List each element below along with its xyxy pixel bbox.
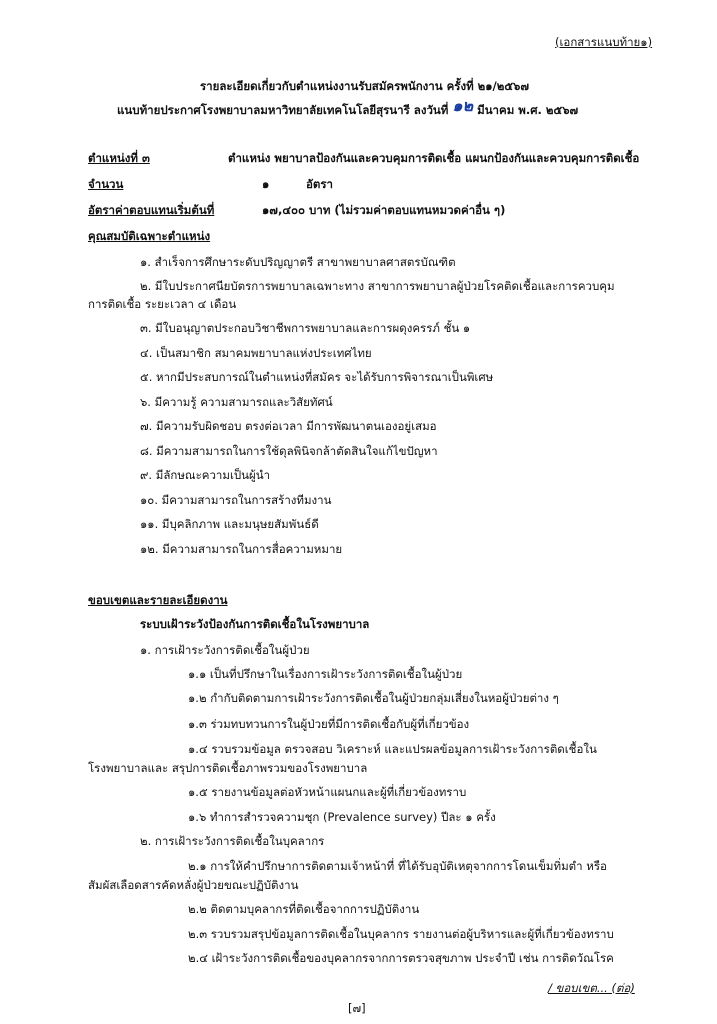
scope-line: ๒.๔ เฝ้าระวังการติดเชื้อของบุคลากรจากการตรวจสุขภาพ ประจำปี เช่น การติดวัณโรค [188,951,614,965]
qualification-item: ๙. มีลักษณะความเป็นผู้นำ [140,468,271,482]
scope-subheading: ระบบเฝ้าระวังป้องกันการติดเชื้อในโรงพยาบาล [140,617,370,631]
qualification-item: ๒. มีใบประกาศนียบัตรการพยาบาลเฉพาะทาง สาขาการพยาบาลผู้ป่วยโรคติดเชื้อและการควบคุม [140,279,615,293]
qualification-item: ๑๑. มีบุคลิกภาพ และมนุษยสัมพันธ์ดี [140,517,319,531]
qualification-item-continued: การติดเชื้อ ระยะเวลา ๔ เดือน [88,297,237,311]
qualification-item: ๗. มีความรับผิดชอบ ตรงต่อเวลา มีการพัฒนาตนเองอยู่เสมอ [140,419,437,433]
qualification-item: ๔. เป็นสมาชิก สมาคมพยาบาลแห่งประเทศไทย [140,346,372,360]
scope-line: ๒.๒ ติดตามบุคลากรที่ติดเชื้อจากการปฏิบัติงาน [188,902,420,916]
qualification-item: ๘. มีความสามารถในการใช้ดุลพินิจกล้าตัดสินใจแก้ไขปัญหา [140,444,438,458]
title-line-2-suffix: มีนาคม พ.ศ. ๒๕๖๗ [477,103,579,117]
qualification-item: ๑๐. มีความสามารถในการสร้างทีมงาน [140,493,332,507]
amount-unit: อัตรา [306,177,334,191]
page-number: [๗] [348,1001,366,1015]
scope-heading: ขอบเขตและรายละเอียดงาน [88,593,228,607]
qualification-item: ๖. มีความรู้ ความสามารถและวิสัยทัศน์ [140,395,333,409]
qualification-item: ๓. มีใบอนุญาตประกอบวิชาชีพการพยาบาลและการผดุงครรภ์ ชั้น ๑ [140,321,471,335]
qualification-item: ๑๒. มีความสามารถในการสื่อความหมาย [140,542,343,556]
title-line-1: รายละเอียดเกี่ยวกับตำแหน่งงานรับสมัครพนักงาน ครั้งที่ ๒๑/๒๕๖๗ [200,79,529,93]
position-value: ตำแหน่ง พยาบาลป้องกันและควบคุมการติดเชื้อ แผนกป้องกันและควบคุมการติดเชื้อ [228,151,640,165]
scope-line: ๒. การเฝ้าระวังการติดเชื้อในบุคลากร [140,834,325,848]
scope-line: ๑. การเฝ้าระวังการติดเชื้อในผู้ป่วย [140,643,310,657]
scope-line: ๑.๕ รายงานข้อมูลต่อหัวหน้าแผนกและผู้ที่เกี่ยวข้องทราบ [188,785,467,799]
scope-line-continued: โรงพยาบาลและ สรุปการติดเชื้อภาพรวมของโรงพยาบาล [88,761,368,775]
scope-line: ๑.๔ รวบรวมข้อมูล ตรวจสอบ วิเคราะห์ และแปรผลข้อมูลการเฝ้าระวังการติดเชื้อใน [188,742,597,756]
salary-value: ๑๗,๔๐๐ บาท (ไม่รวมค่าตอบแทนหมวดค่าอื่น ๆ) [262,203,506,217]
continued-note: / ขอบเขต... (ต่อ) [548,981,635,995]
scope-line: ๑.๖ ทำการสำรวจความชุก (Prevalence survey) ปีละ ๑ ครั้ง [188,810,496,824]
position-label: ตำแหน่งที่ ๓ [88,151,150,165]
amount-number: ๑ [262,177,270,191]
title-line-2 [117,96,579,118]
salary-label: อัตราค่าตอบแทนเริ่มต้นที่ [88,203,215,217]
handwritten-date: ๑๒ [452,96,474,115]
scope-line: ๑.๑ เป็นที่ปรึกษาในเรื่องการเฝ้าระวังการติดเชื้อในผู้ป่วย [188,667,463,681]
scope-line: ๒.๑ การให้คำปรึกษาการติดตามเจ้าหน้าที่ ที่ได้รับอุบัติเหตุจากการโดนเข็มทิ่มตำ หรือ [188,859,607,873]
attachment-label: (เอกสารแนบท้าย๑) [555,35,653,49]
scope-line: ๑.๒ กำกับติดตามการเฝ้าระวังการติดเชื้อในผู้ป่วยกลุ่มเสี่ยงในหอผู้ป่วยต่าง ๆ [188,691,559,705]
qualifications-heading: คุณสมบัติเฉพาะตำแหน่ง [88,229,211,243]
qualification-item: ๕. หากมีประสบการณ์ในตำแหน่งที่สมัคร จะได้รับการพิจารณาเป็นพิเศษ [140,370,494,384]
scope-line: ๑.๓ ร่วมทบทวนการในผู้ป่วยที่มีการติดเชื้อกับผู้ที่เกี่ยวข้อง [188,717,470,731]
scope-line: ๒.๓ รวบรวมสรุปข้อมูลการติดเชื้อในบุคลากร รายงานต่อผู้บริหารและผู้ที่เกี่ยวข้องทราบ [188,927,614,941]
scope-line-continued: สัมผัสเลือดสารคัดหลั่งผู้ป่วยขณะปฏิบัติงาน [88,878,299,892]
amount-label: จำนวน [88,177,124,191]
title-line-2-prefix: แนบท้ายประกาศโรงพยาบาลมหาวิทยาลัยเทคโนโลยีสุรนารี ลงวันที่ [117,103,449,117]
qualification-item: ๑. สำเร็จการศึกษาระดับปริญญาตรี สาขาพยาบาลศาสตรบัณฑิต [140,255,456,269]
